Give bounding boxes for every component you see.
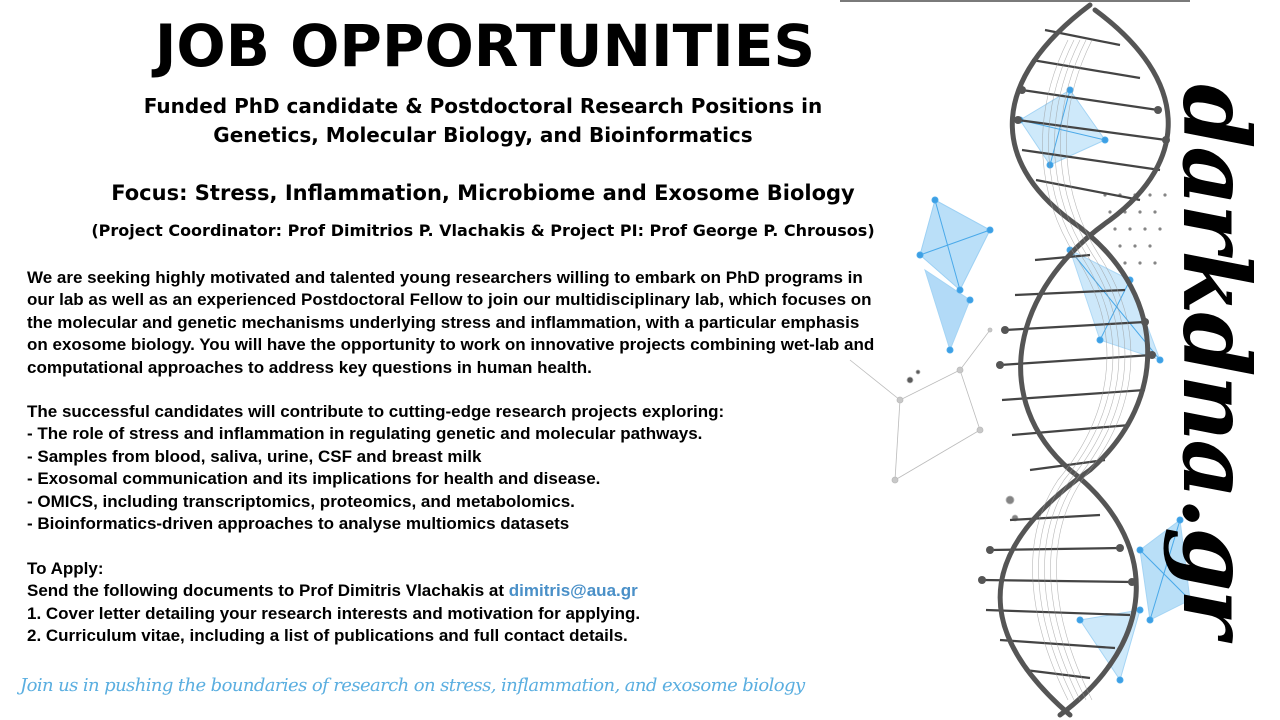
dot-pattern bbox=[1103, 193, 1166, 264]
apply-heading: To Apply: bbox=[27, 559, 104, 578]
apply-send-text: Send the following documents to Prof Dimitris Vlachakis at bbox=[27, 581, 509, 601]
intro-line: on exosome biology. You will have the opportunity to work on innovative projects combining wet-lab and bbox=[27, 335, 875, 355]
brand-text: darkdna.gr bbox=[1162, 84, 1270, 636]
intro-line: computational approaches to address key questions in human health. bbox=[27, 357, 592, 377]
intro-paragraph bbox=[27, 267, 907, 379]
intro-line: We are seeking highly motivated and talented young researchers willing to embark on PhD programs in bbox=[27, 268, 863, 287]
project-coordinator-line: (Project Coordinator: Prof Dimitrios P. Vlachakis & Project PI: Prof George P. Chrousos) bbox=[91, 221, 875, 240]
subtitle-line-1: Funded PhD candidate & Postdoctoral Research Positions in bbox=[143, 94, 823, 118]
apply-item: 1. Cover letter detailing your research interests and motivation for applying. bbox=[27, 603, 641, 623]
apply-section bbox=[27, 558, 907, 648]
subtitle-line-2: Genetics, Molecular Biology, and Bioinformatics bbox=[213, 123, 753, 147]
topic-item: - Samples from blood, saliva, urine, CSF and breast milk bbox=[27, 446, 482, 466]
topic-item: - OMICS, including transcriptomics, proteomics, and metabolomics. bbox=[27, 491, 575, 511]
topics-heading: The successful candidates will contribute to cutting-edge research projects exploring: bbox=[27, 402, 725, 421]
topic-item: - Exosomal communication and its implications for health and disease. bbox=[27, 469, 601, 489]
subtitle bbox=[0, 92, 966, 150]
research-topics bbox=[27, 401, 907, 535]
focus-heading: Focus: Stress, Inflammation, Microbiome and Exosome Biology bbox=[111, 181, 855, 205]
apply-send-line bbox=[27, 580, 907, 602]
brand-logo bbox=[1162, 40, 1270, 680]
intro-line: our lab as well as an experienced Postdoctoral Fellow to join our multidisciplinary lab, which focuses on bbox=[27, 290, 872, 310]
page-title: JOB OPPORTUNITIES bbox=[154, 12, 816, 80]
topic-item: - The role of stress and inflammation in regulating genetic and molecular pathways. bbox=[27, 424, 703, 444]
intro-line: the molecular and genetic mechanisms underlying stress and inflammation, with a particular emphasis bbox=[27, 312, 860, 332]
email-link[interactable]: dimitris@aua.gr bbox=[508, 581, 638, 601]
tagline: Join us in pushing the boundaries of research on stress, inflammation, and exosome biology bbox=[20, 675, 805, 696]
topic-item: - Bioinformatics-driven approaches to analyse multiomics datasets bbox=[27, 514, 570, 534]
apply-item: 2. Curriculum vitae, including a list of publications and full contact details. bbox=[27, 626, 628, 646]
grey-network bbox=[850, 328, 1018, 521]
